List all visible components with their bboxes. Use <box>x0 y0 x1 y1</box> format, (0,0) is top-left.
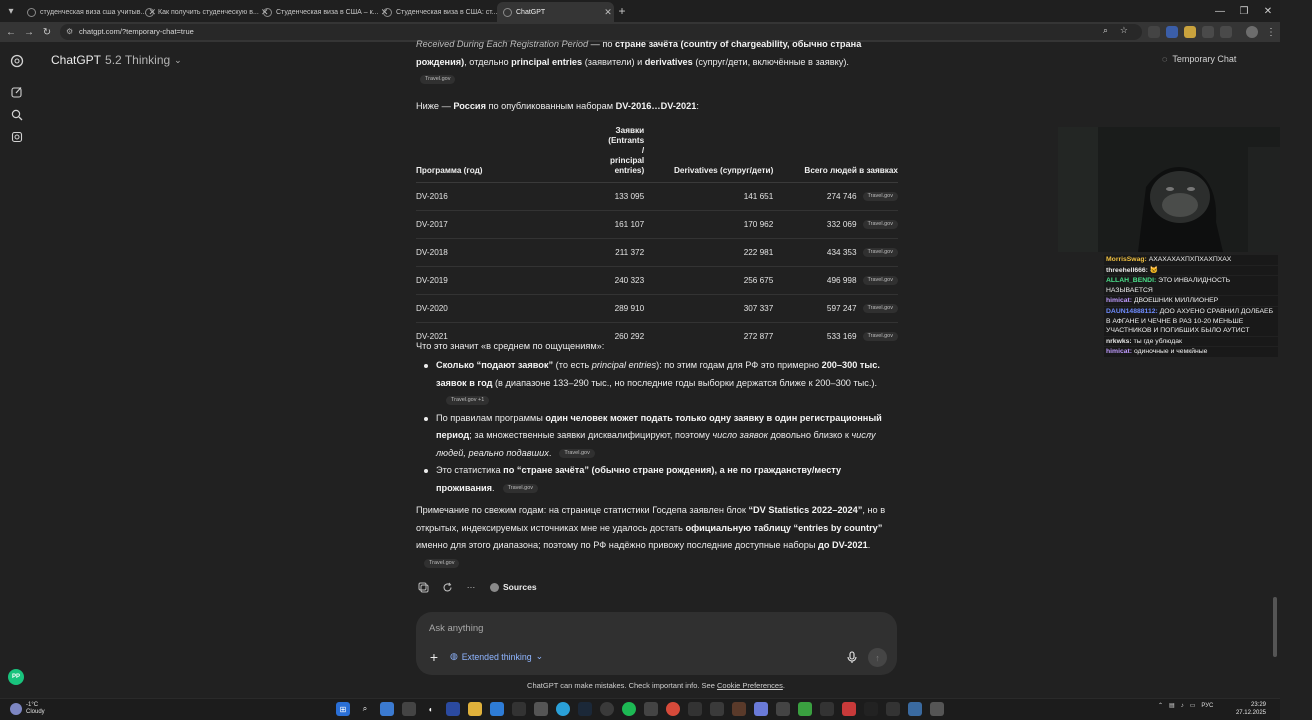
sources-button[interactable] <box>490 582 537 592</box>
text: Ниже — <box>416 101 454 111</box>
send-button[interactable]: ↑ <box>868 648 887 667</box>
browser-tab[interactable] <box>21 2 157 22</box>
arrow-right-icon[interactable]: → <box>24 26 34 38</box>
cell-text: 597 247 <box>826 303 857 313</box>
text: (то есть <box>553 360 592 370</box>
openai-logo-icon[interactable] <box>9 53 25 69</box>
text: (в диапазоне 133–290 тыс., но последние годы выборки держатся ближе к 200–300 тыс.). <box>492 377 878 388</box>
openai-logo-icon <box>503 8 512 17</box>
bullet-list <box>416 357 898 497</box>
citation-pill[interactable]: Travel.gov <box>559 449 594 458</box>
cell-text: 240 323 <box>614 275 645 285</box>
more-horizontal-icon[interactable]: ⋯ <box>466 581 476 592</box>
tab-title: Студенческая виза в США – к... <box>276 8 379 16</box>
library-icon[interactable] <box>9 129 25 145</box>
globe-icon <box>27 8 36 17</box>
weather-widget[interactable] <box>10 702 45 716</box>
citation-pill[interactable]: Travel.gov <box>503 484 538 493</box>
table-row <box>416 295 898 323</box>
text: по опубликованным наборам <box>485 101 616 111</box>
temporary-chat-label: Temporary Chat <box>1172 54 1237 64</box>
app-icon[interactable] <box>842 702 856 716</box>
tab-search-icon[interactable]: ▾ <box>8 5 14 17</box>
app-icon[interactable] <box>446 702 460 716</box>
temporary-chat-toggle[interactable] <box>1162 54 1236 64</box>
chat-text: ЭТО ИНВАЛИДНОСТЬ НАЗЫВАЕТСЯ <box>1106 277 1231 294</box>
discord-icon[interactable] <box>754 702 768 716</box>
model-version: 5.2 Thinking <box>105 53 171 67</box>
value-cell <box>644 295 773 323</box>
system-tray <box>1158 702 1213 709</box>
chat-message <box>1104 337 1278 347</box>
table-row <box>416 183 898 211</box>
attach-plus-icon[interactable]: + <box>429 649 439 665</box>
composer <box>416 612 897 675</box>
browser-tab[interactable] <box>257 2 389 22</box>
model-name: ChatGPT <box>51 53 102 67</box>
new-tab-button[interactable]: + <box>618 4 626 18</box>
file-explorer-icon[interactable] <box>468 702 482 716</box>
cell-text: 289 910 <box>614 303 645 313</box>
app-icon[interactable] <box>490 702 504 716</box>
cell-text: 307 337 <box>743 303 774 313</box>
bold-text: 200–300 тыс. заявок в год <box>436 360 880 388</box>
telegram-icon[interactable] <box>556 702 570 716</box>
minimize-icon[interactable]: — <box>1215 5 1225 17</box>
bookmark-star-icon[interactable]: ☆ <box>1119 25 1128 35</box>
cell-text: DV-2020 <box>416 303 448 313</box>
text: , но в открытых, индексируемых источниках мне не удалось достать <box>416 505 886 533</box>
chat-username: MorrisSwag: <box>1106 256 1147 263</box>
value-cell <box>644 267 773 295</box>
value-cell <box>508 267 644 295</box>
bold-text: principal entries <box>511 56 583 67</box>
search-icon[interactable]: ⌕ <box>362 704 368 713</box>
bold-text: Россия <box>453 101 486 111</box>
maximize-icon[interactable]: ❐ <box>1239 5 1249 17</box>
citation-pill[interactable]: Travel.gov <box>420 75 455 84</box>
spotify-icon[interactable] <box>622 702 636 716</box>
app-icon[interactable] <box>534 702 548 716</box>
more-vertical-icon[interactable]: ⋮ <box>1266 26 1276 38</box>
new-chat-icon[interactable] <box>9 84 25 100</box>
bold-text: derivatives <box>644 56 693 67</box>
chat-username: ALLAH_BENDI: <box>1106 277 1157 285</box>
app-icon[interactable] <box>798 702 812 716</box>
close-icon[interactable]: ✕ <box>261 6 269 17</box>
bold-text: DV-2016…DV-2021 <box>615 101 697 111</box>
chat-username: DAUN14888112: <box>1106 307 1158 315</box>
task-view-icon[interactable] <box>402 702 416 716</box>
tab-title: Студенческая виза в США: ст... <box>396 8 498 16</box>
cell-text: 332 069 <box>826 219 857 229</box>
chat-username: nrkwks: <box>1106 337 1132 345</box>
extension-icon[interactable] <box>1184 26 1196 38</box>
value-cell <box>508 295 644 323</box>
text: — по <box>588 39 616 49</box>
weather-temp: -1°C <box>26 702 39 708</box>
value-cell <box>508 239 644 267</box>
cell-text: 274 746 <box>826 191 857 201</box>
value-cell <box>644 183 773 211</box>
program-cell <box>416 183 508 211</box>
column-header <box>508 126 644 183</box>
zoom-icon[interactable]: ⌕ <box>1102 25 1108 35</box>
chevron-up-icon[interactable]: ⌃ <box>1158 703 1164 709</box>
text: ): по этим годам для РФ это примерно <box>656 360 822 370</box>
app-icon[interactable] <box>930 702 944 716</box>
chrome-icon[interactable] <box>666 702 680 716</box>
column-header-text: Заявки (Entrants / principal entries) <box>608 126 645 175</box>
value-cell <box>773 295 898 323</box>
citation-pill[interactable]: Travel.gov <box>863 248 898 257</box>
cell-text: 272 877 <box>743 332 774 341</box>
app-icon[interactable] <box>688 702 702 716</box>
globe-icon <box>383 8 392 17</box>
extended-thinking-button[interactable] <box>450 651 543 662</box>
close-icon[interactable]: ✕ <box>380 6 389 17</box>
bold-text: один человек может подать только одну заявку в один регистрационный период <box>436 412 882 440</box>
microphone-icon[interactable] <box>846 651 860 665</box>
bold-text: “DV Statistics 2022–2024” <box>748 505 863 515</box>
chat-message <box>1104 307 1278 336</box>
disclaimer-text: ChatGPT can make mistakes. Check important info. See <box>527 681 717 690</box>
lightbulb-icon: ◍ <box>450 651 458 661</box>
chat-username: threehell666: <box>1106 266 1148 274</box>
app-icon[interactable] <box>886 702 900 716</box>
message-actions <box>416 580 537 594</box>
citation-pill[interactable]: Travel.gov <box>863 192 898 201</box>
browser-tab-strip <box>0 0 1280 22</box>
close-icon[interactable]: ✕ <box>148 6 157 17</box>
table-row <box>416 211 898 239</box>
widgets-icon[interactable] <box>380 702 394 716</box>
chat-text: АХАХАХАХПХПХАХПХАХ <box>1148 256 1232 263</box>
search-icon[interactable] <box>9 107 25 123</box>
column-header: Программа (год) <box>416 126 508 183</box>
app-icon[interactable] <box>732 702 746 716</box>
weather-desc: Cloudy <box>26 709 45 715</box>
program-cell <box>416 239 508 267</box>
table-header-row <box>416 126 898 183</box>
cell-text: DV-2021 <box>416 332 448 341</box>
chat-message <box>1104 255 1278 265</box>
message-paragraph <box>416 98 898 116</box>
app-icon[interactable] <box>776 702 790 716</box>
clock[interactable] <box>1234 701 1266 717</box>
cloud-icon <box>10 703 22 715</box>
time: 23:29 <box>1250 702 1266 708</box>
url-text: chatgpt.com/?temporary-chat=true <box>79 27 194 36</box>
list-item <box>416 462 898 497</box>
scrollbar[interactable] <box>1273 597 1277 657</box>
chat-message <box>1104 276 1278 295</box>
table-row <box>416 267 898 295</box>
browser-tab[interactable] <box>377 2 498 22</box>
bold-text: стране зачёта (country of chargeability, обычно страна рождения) <box>416 39 862 67</box>
citation-pill[interactable]: Travel.gov +1 <box>446 396 489 405</box>
profile-avatar-icon[interactable] <box>1246 26 1258 38</box>
chat-message <box>1104 296 1278 306</box>
value-cell <box>773 211 898 239</box>
text: . <box>548 447 552 458</box>
site-info-icon[interactable]: ⚙ <box>66 27 74 36</box>
citation-pill[interactable]: Travel.gov <box>863 276 898 285</box>
column-header: Всего людей в заявках <box>773 126 898 183</box>
bold-text: по “стране зачёта” (обычно стране рождения), а не по гражданству/месту проживания <box>436 465 842 493</box>
text: , отдельно <box>464 56 512 67</box>
chat-text: ДВОЕШНИК МИЛЛИОНЕР <box>1133 297 1219 305</box>
italic-text: principal entries <box>591 360 657 370</box>
citation-pill[interactable]: Travel.gov <box>863 332 898 341</box>
cell-text: DV-2016 <box>416 191 448 201</box>
window-close-icon[interactable]: ✕ <box>1263 5 1273 17</box>
chat-message <box>1104 347 1278 357</box>
app-icon[interactable] <box>512 702 526 716</box>
text: довольно близко к <box>767 430 852 440</box>
text: . <box>492 482 495 493</box>
date: 27.12.2025 <box>1235 710 1266 716</box>
tab-title: студенческая виза сша учитыв... <box>40 8 147 16</box>
message-paragraph: Что это значит «в среднем по ощущениям»: <box>416 341 605 351</box>
app-icon[interactable] <box>864 702 878 716</box>
value-cell <box>773 239 898 267</box>
avatar[interactable]: РР <box>8 669 24 685</box>
chat-text: одиночные и чемкйные <box>1133 348 1208 356</box>
chat-message <box>1104 266 1278 276</box>
chatgpt-app-icon[interactable] <box>600 702 614 716</box>
text: Примечание по свежим годам: на странице статистики Госдепа заявлен блок <box>416 505 749 515</box>
message-paragraph <box>416 36 898 89</box>
cell-text: 141 651 <box>743 191 774 201</box>
browser-tab[interactable] <box>139 2 269 22</box>
cell-text: 133 095 <box>614 191 645 201</box>
cell-text: 222 981 <box>743 247 774 257</box>
chat-username: himicat: <box>1106 348 1133 356</box>
extension-icon[interactable] <box>1166 26 1178 38</box>
message-paragraph <box>416 502 898 572</box>
chevron-down-icon: ⌄ <box>535 651 543 661</box>
citation-pill[interactable]: Travel.gov <box>863 220 898 229</box>
tab-title: Как получить студенческую в... <box>158 8 259 16</box>
text: ; за множественные заявки дисквалифицируют, поэтому <box>469 430 713 440</box>
text: именно для этого диапазона; поэтому по РФ надёжно привожу последние доступные наборы <box>416 540 818 550</box>
sources-label: Sources <box>503 582 537 592</box>
chat-text: 🐱 <box>1149 266 1159 274</box>
text: . <box>867 540 871 550</box>
extensions-puzzle-icon[interactable] <box>1202 26 1214 38</box>
value-cell <box>644 323 773 351</box>
text: . <box>782 681 785 690</box>
cell-text: 434 353 <box>826 247 857 257</box>
disclaimer <box>0 681 1312 690</box>
cell-text: DV-2019 <box>416 275 448 285</box>
chat-text: ты где ублюдак <box>1133 337 1182 345</box>
cookie-preferences-link[interactable]: Cookie Preferences <box>716 681 783 690</box>
citation-pill[interactable]: Travel.gov <box>424 559 459 568</box>
cell-text: 211 372 <box>615 247 645 257</box>
cell-text: 533 169 <box>826 332 857 341</box>
arrow-left-icon[interactable]: ← <box>6 26 16 38</box>
value-cell <box>508 211 644 239</box>
mode-label: Extended thinking <box>461 651 532 662</box>
bold-text: Сколько “подают заявок” <box>436 360 554 370</box>
text: (заявители) и <box>582 56 645 67</box>
language-indicator[interactable]: РУС <box>1201 702 1214 709</box>
italic-text: числу людей, реально подавших <box>436 430 876 458</box>
globe-icon <box>490 583 499 592</box>
cell-text: 256 675 <box>743 275 774 285</box>
globe-icon <box>263 8 272 17</box>
app-icon[interactable] <box>710 702 724 716</box>
battery-icon[interactable]: ▭ <box>1189 703 1196 709</box>
regenerate-icon[interactable] <box>440 580 454 594</box>
text: Это статистика <box>436 465 504 475</box>
stream-chat-overlay <box>1104 255 1278 358</box>
dashed-circle-icon: ◌ <box>1162 54 1168 64</box>
steam-icon[interactable] <box>578 702 592 716</box>
bold-text: официальную таблицу “entries by country” <box>685 522 883 533</box>
webcam-overlay <box>1058 127 1280 252</box>
chevron-down-icon: ⌄ <box>174 54 182 65</box>
value-cell <box>773 323 898 351</box>
citation-pill[interactable]: Travel.gov <box>863 304 898 313</box>
model-selector[interactable] <box>51 53 182 67</box>
list-item <box>416 410 898 463</box>
value-cell <box>644 211 773 239</box>
cell-text: DV-2017 <box>416 219 448 229</box>
value-cell <box>508 183 644 211</box>
italic-text: число заявок <box>712 430 768 440</box>
cell-text: 260 292 <box>614 332 645 341</box>
tab-title: ChatGPT <box>516 8 546 16</box>
network-icon[interactable]: ▤ <box>1169 703 1175 709</box>
cell-text: DV-2018 <box>416 247 448 257</box>
prompt-input[interactable]: Ask anything <box>429 623 484 634</box>
close-icon[interactable]: ✕ <box>604 6 612 17</box>
text: (супруг/дети, включённые в заявку). <box>692 56 849 67</box>
volume-icon[interactable]: ♪ <box>1180 702 1184 709</box>
chat-text: ДОО АХУЕНО СРАВНИЛ ДОЛБАЕБ В АФГАНЕ И ЧЕЧНЕ В РАЗ 10-20 МЕНЬШЕ УЧАСТНИКОВ И ПОГИБШИХ БЫЛО АУТИСТ <box>1106 307 1274 335</box>
extension-icon[interactable] <box>1148 26 1160 38</box>
bold-text: до DV-2021 <box>817 540 868 550</box>
value-cell <box>773 183 898 211</box>
split-view-icon[interactable] <box>1220 26 1232 38</box>
cell-text: 170 962 <box>743 219 774 229</box>
list-item <box>416 357 898 410</box>
browser-tab-active[interactable] <box>497 2 614 22</box>
table-row <box>416 239 898 267</box>
text: : <box>696 101 699 111</box>
italic-text: Received During Each Registration Period <box>416 39 589 49</box>
text: По правилам программы <box>436 412 546 423</box>
globe-icon <box>145 8 154 17</box>
data-table <box>416 126 898 351</box>
reload-icon[interactable]: ↻ <box>42 26 52 38</box>
value-cell <box>644 239 773 267</box>
chat-username: himicat: <box>1106 297 1133 305</box>
app-icon[interactable]: ◐ <box>428 704 434 714</box>
value-cell <box>773 267 898 295</box>
app-icon[interactable] <box>644 702 658 716</box>
cell-text: 161 107 <box>614 219 645 229</box>
copy-icon[interactable] <box>416 580 430 594</box>
program-cell <box>416 211 508 239</box>
program-cell <box>416 295 508 323</box>
app-icon[interactable] <box>820 702 834 716</box>
program-cell <box>416 267 508 295</box>
app-icon[interactable] <box>908 702 922 716</box>
column-header: Derivatives (супруг/дети) <box>644 126 773 183</box>
windows-start-icon[interactable]: ⊞ <box>336 702 350 716</box>
windows-taskbar <box>0 698 1280 720</box>
cell-text: 496 998 <box>826 275 857 285</box>
